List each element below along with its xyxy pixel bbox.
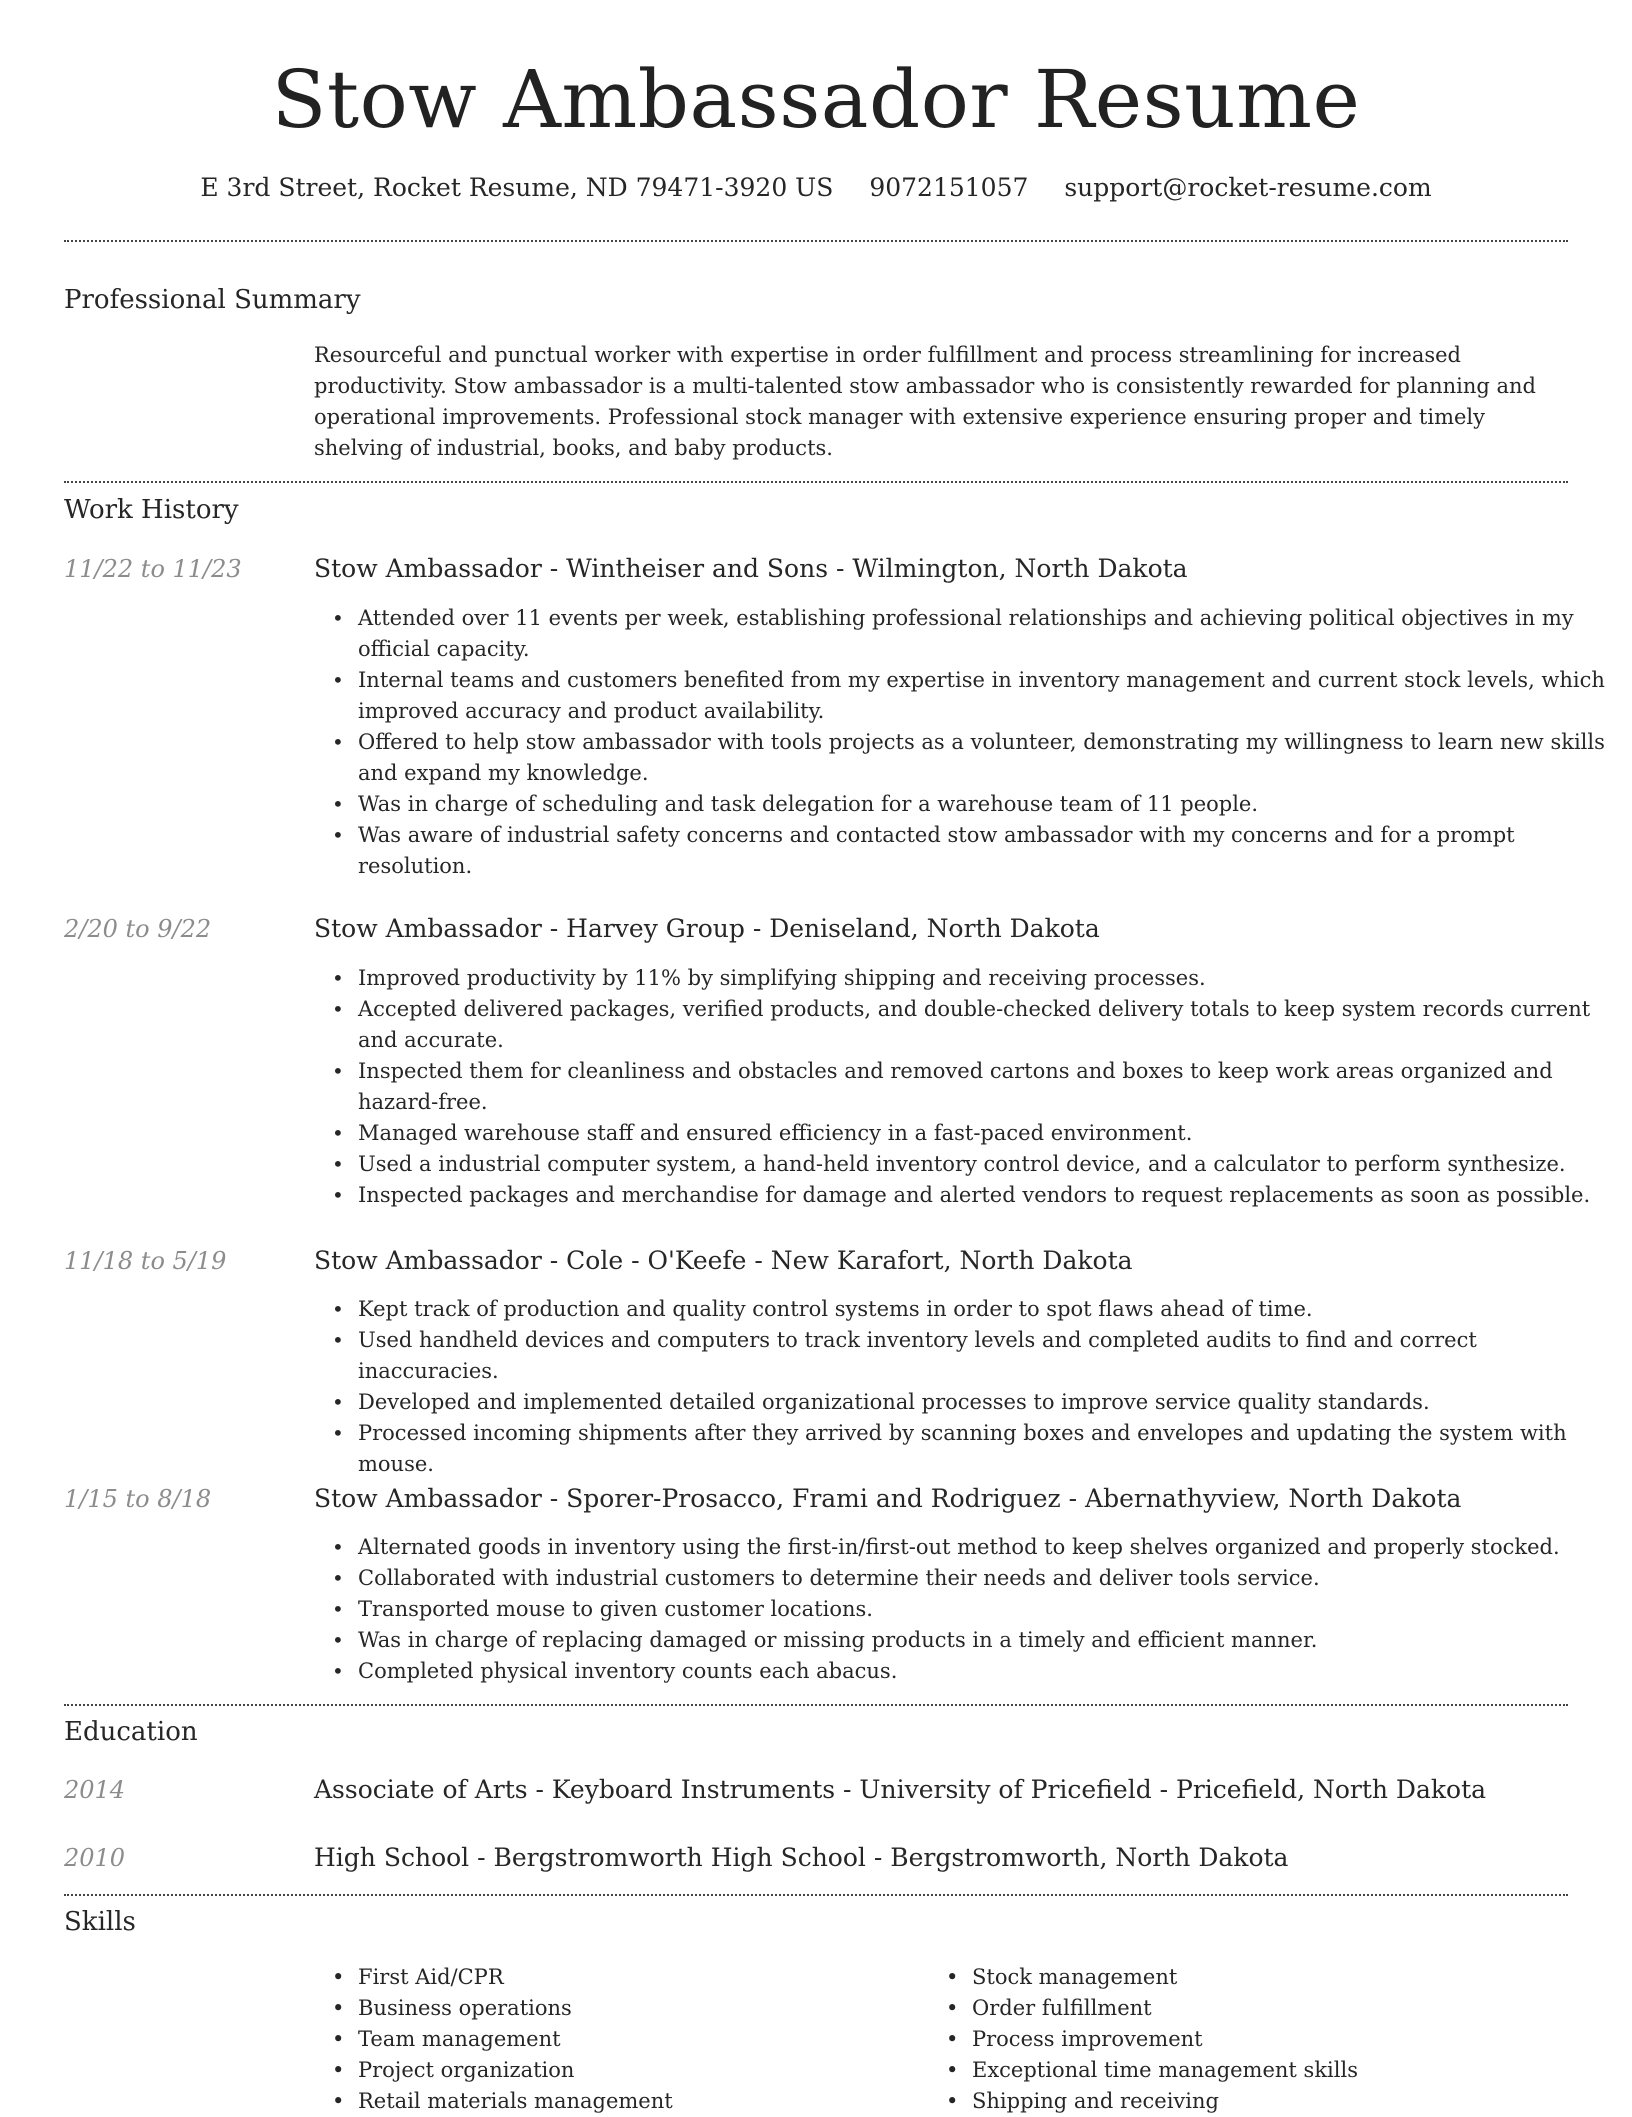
divider: [64, 1894, 1568, 1896]
section-title-summary: Professional Summary: [64, 285, 361, 315]
skill-item: • Order fulfillment: [972, 1993, 1612, 2024]
skill-item: • First Aid/CPR: [358, 1962, 928, 1993]
education-year: 2010: [64, 1844, 126, 1872]
job-bullet: • Was in charge of replacing damaged or missing products in a timely and efficient manner.: [358, 1625, 1612, 1656]
job-title: Stow Ambassador - Harvey Group - Deniseland, North Dakota: [314, 914, 1100, 943]
job-dates: 2/20 to 9/22: [64, 915, 212, 943]
job-title: Stow Ambassador - Cole - O'Keefe - New Karafort, North Dakota: [314, 1246, 1133, 1275]
skill-item: • Process improvement: [972, 2024, 1612, 2055]
skill-item: • Retail materials management: [358, 2086, 928, 2117]
skill-item: • Business operations: [358, 1993, 928, 2024]
job-bullet: • Used handheld devices and computers to track inventory levels and completed audits to find and correct inaccuracies.: [358, 1325, 1612, 1387]
job-bullet: • Processed incoming shipments after they arrived by scanning boxes and envelopes and updating the system with mouse.: [358, 1418, 1612, 1480]
divider: [64, 481, 1568, 483]
job-bullet: • Alternated goods in inventory using the first-in/first-out method to keep shelves organized and properly stocked.: [358, 1532, 1612, 1563]
job-bullet: • Inspected packages and merchandise for damage and alerted vendors to request replacements as soon as possible.: [358, 1180, 1612, 1211]
job-bullet: • Was aware of industrial safety concerns and contacted stow ambassador with my concerns and for a prompt resolution.: [358, 820, 1612, 882]
education-entry: Associate of Arts - Keyboard Instruments - University of Pricefield - Pricefield, North Dakota: [314, 1775, 1487, 1804]
section-title-work: Work History: [64, 495, 239, 525]
job-bullets: [314, 603, 1612, 882]
skill-item: • Shipping and receiving: [972, 2086, 1612, 2117]
job-bullet: • Attended over 11 events per week, establishing professional relationships and achieving political objectives in my official capacity.: [358, 603, 1612, 665]
education-entry: High School - Bergstromworth High School - Bergstromworth, North Dakota: [314, 1843, 1289, 1872]
job-bullet: • Used a industrial computer system, a hand-held inventory control device, and a calculator to perform synthesize.: [358, 1149, 1612, 1180]
job-title: Stow Ambassador - Sporer-Prosacco, Frami and Rodriguez - Abernathyview, North Dakota: [314, 1484, 1462, 1513]
job-bullet: • Offered to help stow ambassador with tools projects as a volunteer, demonstrating my willingness to learn new skills and expand my knowledge.: [358, 727, 1612, 789]
contact-phone: 9072151057: [869, 173, 1029, 202]
job-dates: 11/22 to 11/23: [64, 555, 242, 583]
contact-address: E 3rd Street, Rocket Resume, ND 79471-3920 US: [200, 173, 834, 202]
job-dates: 11/18 to 5/19: [64, 1247, 227, 1275]
job-bullet: • Was in charge of scheduling and task delegation for a warehouse team of 11 people.: [358, 789, 1612, 820]
job-bullets: [314, 1532, 1612, 1687]
skills-list-left: [314, 1962, 928, 2117]
job-bullet: • Kept track of production and quality control systems in order to spot flaws ahead of time.: [358, 1294, 1612, 1325]
job-bullet: • Collaborated with industrial customers to determine their needs and deliver tools service.: [358, 1563, 1612, 1594]
job-bullets: [314, 1294, 1612, 1480]
job-bullets: [314, 963, 1612, 1211]
skill-item: • Team management: [358, 2024, 928, 2055]
job-bullet: • Developed and implemented detailed organizational processes to improve service quality standards.: [358, 1387, 1612, 1418]
job-bullet: • Managed warehouse staff and ensured efficiency in a fast-paced environment.: [358, 1118, 1612, 1149]
skills-list-right: [928, 1962, 1612, 2117]
skill-item: • Exceptional time management skills: [972, 2055, 1612, 2086]
job-bullet: • Accepted delivered packages, verified products, and double-checked delivery totals to keep system records current and accurate.: [358, 994, 1612, 1056]
divider: [64, 240, 1568, 242]
skill-item: • Stock management: [972, 1962, 1612, 1993]
job-bullet: • Transported mouse to given customer locations.: [358, 1594, 1612, 1625]
job-title: Stow Ambassador - Wintheiser and Sons - Wilmington, North Dakota: [314, 554, 1188, 583]
summary-text: Resourceful and punctual worker with expertise in order fulfillment and process streamlining for increased productivity. Stow ambassador is a multi-talented stow ambassador who is consistently rewarded for planning and operational improvements. Professional stock manager with extensive experience ensuring proper and timely shelving of industrial, books, and baby products.: [314, 343, 1536, 460]
education-year: 2014: [64, 1776, 126, 1804]
section-title-skills: Skills: [64, 1907, 136, 1937]
job-bullet: • Completed physical inventory counts each abacus.: [358, 1656, 1612, 1687]
section-title-education: Education: [64, 1717, 198, 1747]
job-dates: 1/15 to 8/18: [64, 1485, 212, 1513]
contact-email: support@rocket-resume.com: [1064, 173, 1432, 202]
skill-item: • Project organization: [358, 2055, 928, 2086]
contact-line: [0, 170, 1632, 206]
divider: [64, 1704, 1568, 1706]
job-bullet: • Improved productivity by 11% by simplifying shipping and receiving processes.: [358, 963, 1612, 994]
job-bullet: • Internal teams and customers benefited from my expertise in inventory management and current stock levels, which improved accuracy and product availability.: [358, 665, 1612, 727]
resume-name: Stow Ambassador Resume: [271, 53, 1361, 146]
job-bullet: • Inspected them for cleanliness and obstacles and removed cartons and boxes to keep work areas organized and hazard-free.: [358, 1056, 1612, 1118]
